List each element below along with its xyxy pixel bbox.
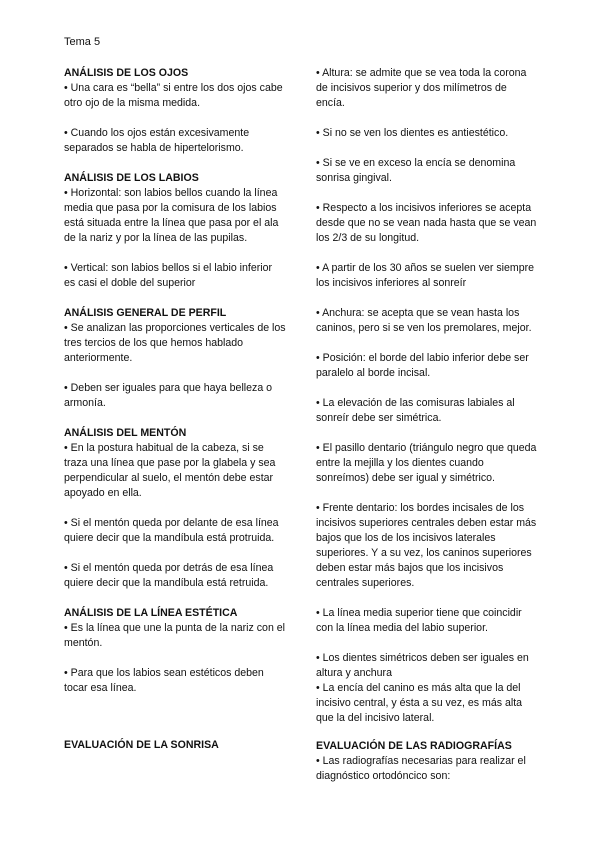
section-heading: ANÁLISIS DE LOS LABIOS: [64, 172, 199, 184]
paragraph: • Si no se ven los dientes es antiestético.: [316, 127, 509, 139]
page-header: Tema 5: [64, 36, 101, 48]
section-heading: ANÁLISIS DE LOS OJOS: [64, 67, 189, 79]
paragraph: • Deben ser iguales para que haya belleza o armonía.: [64, 382, 273, 409]
section-ojos: [64, 66, 286, 156]
paragraph: • Se analizan las proporciones verticales de los tres tercios de los que hemos hablado anteriormente.: [64, 322, 286, 364]
section-heading-sonrisa: EVALUACIÓN DE LA SONRISA: [64, 739, 219, 751]
section-radiografias: [316, 739, 538, 784]
section-menton: [64, 426, 286, 591]
paragraph: • Si se ve en exceso la encía se denomina sonrisa gingival.: [316, 157, 516, 184]
paragraph: • Cuando los ojos están excesivamente separados se habla de hipertelorismo.: [64, 127, 250, 154]
paragraph: • La elevación de las comisuras labiales al sonreír debe ser simétrica.: [316, 397, 515, 424]
section-heading: ANÁLISIS DEL MENTÓN: [64, 427, 187, 439]
left-column: [64, 66, 286, 696]
paragraph: • La línea media superior tiene que coincidir con la línea media del labio superior.: [316, 607, 522, 634]
paragraph: • Las radiografías necesarias para realizar el diagnóstico ortodóncico son:: [316, 755, 526, 782]
section-perfil: [64, 306, 286, 411]
paragraph: • La encía del canino es más alta que la del incisivo central, y ésta a su vez, es más alta que la del incisivo lateral.: [316, 682, 523, 724]
paragraph: • Anchura: se acepta que se vean hasta los caninos, pero si se ven los premolares, mejor.: [316, 307, 532, 334]
section-estetica: [64, 606, 286, 696]
paragraph: • Es la línea que une la punta de la nariz con el mentón.: [64, 622, 286, 649]
paragraph: • Vertical: son labios bellos si el labio inferior es casi el doble del superior: [64, 262, 273, 289]
paragraph: • Altura: se admite que se vea toda la corona de incisivos superior y dos milímetros de encía.: [316, 67, 527, 109]
paragraph: • El pasillo dentario (triángulo negro que queda entre la mejilla y los dientes cuando sonreímos) debe ser igual y simétrico.: [316, 442, 537, 484]
paragraph: • Para que los labios sean estéticos deben tocar esa línea.: [64, 667, 264, 694]
paragraph: • Horizontal: son labios bellos cuando la línea media que pasa por la comisura de los labios está situada entre la línea que pasa por el ala de la nariz y por la línea de las pupilas.: [64, 187, 279, 244]
right-column: [316, 66, 538, 726]
paragraph: • En la postura habitual de la cabeza, si se traza una línea que pase por la glabela y sea perpendicular al suelo, el mentón debe estar apoyado en ella.: [64, 442, 276, 499]
paragraph: • Respecto a los incisivos inferiores se acepta desde que no se vean nada hasta que se vean los 2/3 de su longitud.: [316, 202, 537, 244]
paragraph: • Si el mentón queda por delante de esa línea quiere decir que la mandíbula está protruida.: [64, 517, 279, 544]
paragraph: • Posición: el borde del labio inferior debe ser paralelo al borde incisal.: [316, 352, 529, 379]
paragraph: • Frente dentario: los bordes incisales de los incisivos superiores centrales deben estar más bajos que los de los incisivos laterales superiores. Y a su vez, los caninos superiores deben estar más bajos que los incisivos centrales superiores.: [316, 502, 537, 589]
section-heading: ANÁLISIS DE LA LÍNEA ESTÉTICA: [64, 607, 238, 619]
paragraph: • Los dientes simétricos deben ser iguales en altura y anchura: [316, 652, 529, 679]
paragraph: • Una cara es “bella” si entre los dos ojos cabe otro ojo de la misma medida.: [64, 82, 283, 109]
paragraph: • Si el mentón queda por detrás de esa línea quiere decir que la mandíbula está retruida.: [64, 562, 274, 589]
section-labios: [64, 171, 286, 291]
section-heading: ANÁLISIS GENERAL DE PERFIL: [64, 307, 227, 319]
section-heading: EVALUACIÓN DE LAS RADIOGRAFÍAS: [316, 740, 512, 752]
paragraph: • A partir de los 30 años se suelen ver siempre los incisivos inferiores al sonreír: [316, 262, 535, 289]
